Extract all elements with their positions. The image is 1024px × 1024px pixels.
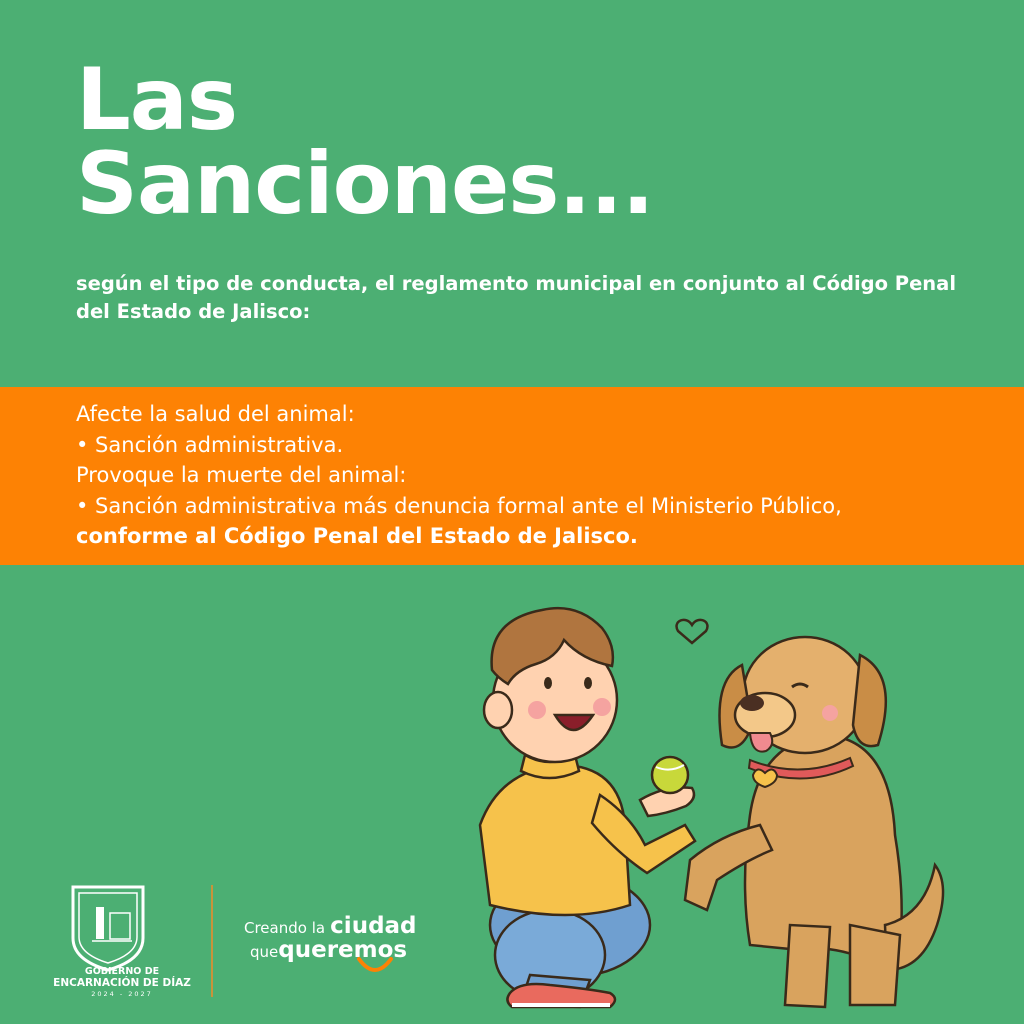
subtitle: según el tipo de conducta, el reglamento municipal en conjunto al Código Penal del Estado de Jalisco: — [76, 272, 957, 323]
footer-divider — [211, 885, 213, 997]
condition-death: Provoque la muerte del animal: — [76, 463, 407, 487]
page-title — [76, 50, 654, 234]
gov-label-line-2: ENCARNACIÓN DE DÍAZ — [53, 977, 191, 989]
heart-icon — [677, 620, 708, 643]
condition-health: Afecte la salud del animal: — [76, 402, 355, 426]
slogan-part-b: ciudad — [330, 913, 417, 939]
gov-years: 2024 - 2027 — [91, 990, 153, 998]
smile-icon — [355, 955, 395, 977]
slogan-part-a: Creando la — [244, 919, 326, 937]
gov-label-line-1: GOBIERNO DE — [84, 966, 160, 977]
slogan-part-d: queremos — [278, 937, 408, 963]
boy-and-dog-illustration — [430, 595, 1024, 1024]
penal-code-note: conforme al Código Penal del Estado de Jalisco. — [76, 524, 638, 548]
title-line-1: Las — [76, 50, 238, 150]
sanctions-list — [76, 399, 1006, 552]
sanction-admin-plus-report: • Sanción administrativa más denuncia formal ante el Ministerio Público, — [76, 493, 842, 518]
tennis-ball-icon — [652, 757, 688, 793]
title-line-2: Sanciones... — [76, 134, 654, 234]
sanction-admin: • Sanción administrativa. — [76, 432, 344, 457]
slogan-part-c: que — [250, 943, 279, 961]
